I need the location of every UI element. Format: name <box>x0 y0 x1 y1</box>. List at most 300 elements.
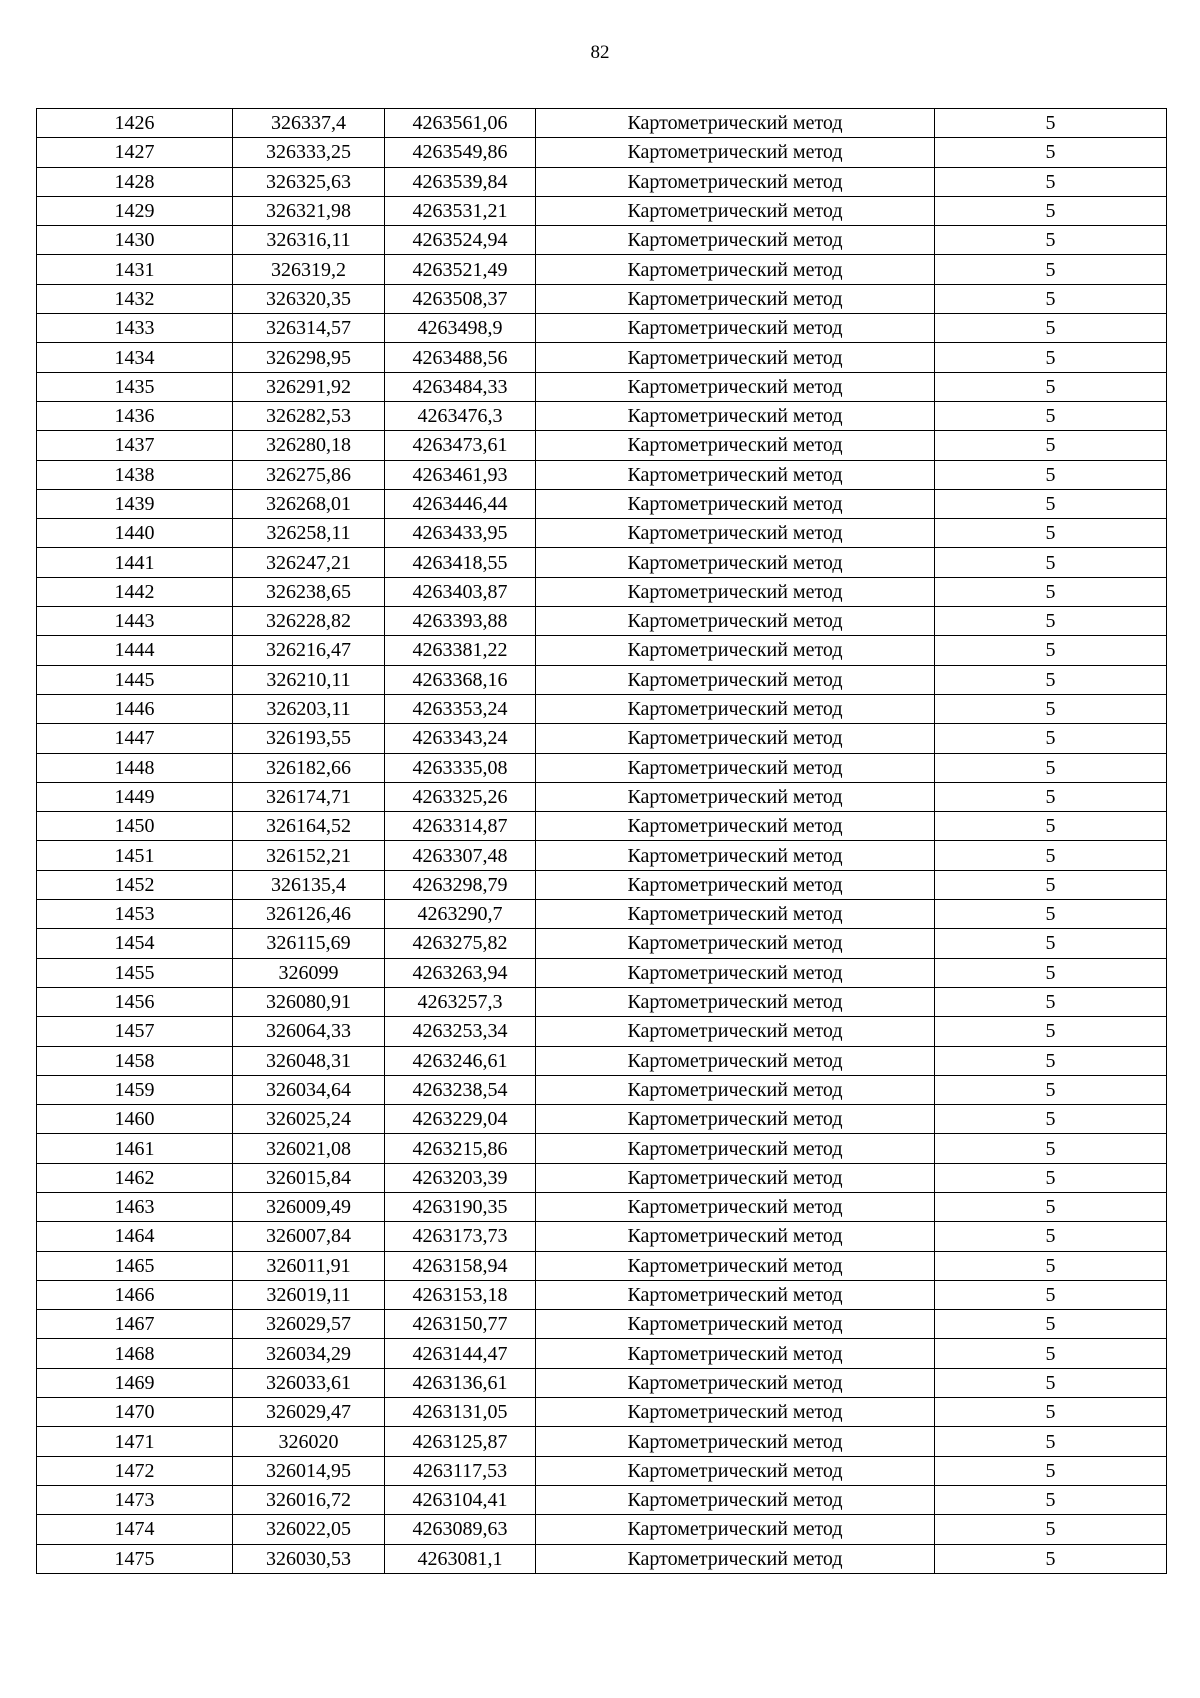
method-cell: Картометрический метод <box>536 343 935 372</box>
accuracy-cell: 5 <box>935 665 1167 694</box>
table-row <box>37 109 1167 138</box>
accuracy-cell: 5 <box>935 724 1167 753</box>
x-coordinate-cell: 326020 <box>233 1427 385 1456</box>
method-cell: Картометрический метод <box>536 1456 935 1485</box>
x-coordinate-cell: 326152,21 <box>233 841 385 870</box>
table-row <box>37 1075 1167 1104</box>
x-coordinate-cell: 326034,29 <box>233 1339 385 1368</box>
y-coordinate-cell: 4263368,16 <box>385 665 536 694</box>
point-number-cell: 1434 <box>37 343 233 372</box>
x-coordinate-cell: 326325,63 <box>233 167 385 196</box>
x-coordinate-cell: 326174,71 <box>233 782 385 811</box>
point-number-cell: 1462 <box>37 1163 233 1192</box>
x-coordinate-cell: 326033,61 <box>233 1368 385 1397</box>
method-cell: Картометрический метод <box>536 812 935 841</box>
point-number-cell: 1435 <box>37 372 233 401</box>
point-number-cell: 1454 <box>37 929 233 958</box>
method-cell: Картометрический метод <box>536 1251 935 1280</box>
x-coordinate-cell: 326216,47 <box>233 636 385 665</box>
y-coordinate-cell: 4263381,22 <box>385 636 536 665</box>
method-cell: Картометрический метод <box>536 753 935 782</box>
x-coordinate-cell: 326115,69 <box>233 929 385 958</box>
y-coordinate-cell: 4263173,73 <box>385 1222 536 1251</box>
method-cell: Картометрический метод <box>536 109 935 138</box>
accuracy-cell: 5 <box>935 577 1167 606</box>
y-coordinate-cell: 4263473,61 <box>385 431 536 460</box>
accuracy-cell: 5 <box>935 812 1167 841</box>
point-number-cell: 1432 <box>37 284 233 313</box>
point-number-cell: 1433 <box>37 314 233 343</box>
x-coordinate-cell: 326280,18 <box>233 431 385 460</box>
y-coordinate-cell: 4263353,24 <box>385 694 536 723</box>
table-row <box>37 196 1167 225</box>
point-number-cell: 1428 <box>37 167 233 196</box>
x-coordinate-cell: 326268,01 <box>233 489 385 518</box>
method-cell: Картометрический метод <box>536 1163 935 1192</box>
accuracy-cell: 5 <box>935 900 1167 929</box>
accuracy-cell: 5 <box>935 929 1167 958</box>
method-cell: Картометрический метод <box>536 314 935 343</box>
point-number-cell: 1436 <box>37 401 233 430</box>
accuracy-cell: 5 <box>935 1398 1167 1427</box>
y-coordinate-cell: 4263476,3 <box>385 401 536 430</box>
accuracy-cell: 5 <box>935 1427 1167 1456</box>
accuracy-cell: 5 <box>935 372 1167 401</box>
method-cell: Картометрический метод <box>536 1398 935 1427</box>
x-coordinate-cell: 326015,84 <box>233 1163 385 1192</box>
table-row <box>37 489 1167 518</box>
point-number-cell: 1465 <box>37 1251 233 1280</box>
y-coordinate-cell: 4263081,1 <box>385 1544 536 1573</box>
point-number-cell: 1430 <box>37 226 233 255</box>
x-coordinate-cell: 326164,52 <box>233 812 385 841</box>
table-row <box>37 1222 1167 1251</box>
accuracy-cell: 5 <box>935 1456 1167 1485</box>
y-coordinate-cell: 4263117,53 <box>385 1456 536 1485</box>
y-coordinate-cell: 4263524,94 <box>385 226 536 255</box>
accuracy-cell: 5 <box>935 489 1167 518</box>
x-coordinate-cell: 326022,05 <box>233 1515 385 1544</box>
table-row <box>37 1105 1167 1134</box>
table-row <box>37 460 1167 489</box>
table-row <box>37 167 1167 196</box>
table-row <box>37 1485 1167 1514</box>
point-number-cell: 1452 <box>37 870 233 899</box>
method-cell: Картометрический метод <box>536 782 935 811</box>
y-coordinate-cell: 4263531,21 <box>385 196 536 225</box>
y-coordinate-cell: 4263335,08 <box>385 753 536 782</box>
y-coordinate-cell: 4263215,86 <box>385 1134 536 1163</box>
point-number-cell: 1464 <box>37 1222 233 1251</box>
accuracy-cell: 5 <box>935 1192 1167 1221</box>
y-coordinate-cell: 4263314,87 <box>385 812 536 841</box>
method-cell: Картометрический метод <box>536 431 935 460</box>
accuracy-cell: 5 <box>935 841 1167 870</box>
point-number-cell: 1474 <box>37 1515 233 1544</box>
method-cell: Картометрический метод <box>536 1222 935 1251</box>
accuracy-cell: 5 <box>935 1544 1167 1573</box>
point-number-cell: 1455 <box>37 958 233 987</box>
y-coordinate-cell: 4263153,18 <box>385 1280 536 1309</box>
x-coordinate-cell: 326247,21 <box>233 548 385 577</box>
table-row <box>37 1310 1167 1339</box>
table-row <box>37 1339 1167 1368</box>
method-cell: Картометрический метод <box>536 1192 935 1221</box>
point-number-cell: 1457 <box>37 1017 233 1046</box>
point-number-cell: 1426 <box>37 109 233 138</box>
point-number-cell: 1460 <box>37 1105 233 1134</box>
x-coordinate-cell: 326291,92 <box>233 372 385 401</box>
table-row <box>37 1427 1167 1456</box>
accuracy-cell: 5 <box>935 460 1167 489</box>
point-number-cell: 1446 <box>37 694 233 723</box>
point-number-cell: 1453 <box>37 900 233 929</box>
point-number-cell: 1427 <box>37 138 233 167</box>
table-row <box>37 1046 1167 1075</box>
y-coordinate-cell: 4263089,63 <box>385 1515 536 1544</box>
method-cell: Картометрический метод <box>536 1485 935 1514</box>
x-coordinate-cell: 326029,57 <box>233 1310 385 1339</box>
method-cell: Картометрический метод <box>536 870 935 899</box>
method-cell: Картометрический метод <box>536 489 935 518</box>
table-row <box>37 372 1167 401</box>
point-number-cell: 1442 <box>37 577 233 606</box>
table-row <box>37 401 1167 430</box>
point-number-cell: 1440 <box>37 519 233 548</box>
table-row <box>37 958 1167 987</box>
method-cell: Картометрический метод <box>536 372 935 401</box>
point-number-cell: 1437 <box>37 431 233 460</box>
accuracy-cell: 5 <box>935 343 1167 372</box>
y-coordinate-cell: 4263298,79 <box>385 870 536 899</box>
y-coordinate-cell: 4263136,61 <box>385 1368 536 1397</box>
method-cell: Картометрический метод <box>536 694 935 723</box>
point-number-cell: 1461 <box>37 1134 233 1163</box>
point-number-cell: 1470 <box>37 1398 233 1427</box>
accuracy-cell: 5 <box>935 870 1167 899</box>
table-row <box>37 519 1167 548</box>
y-coordinate-cell: 4263393,88 <box>385 607 536 636</box>
y-coordinate-cell: 4263257,3 <box>385 987 536 1016</box>
point-number-cell: 1439 <box>37 489 233 518</box>
point-number-cell: 1459 <box>37 1075 233 1104</box>
table-row <box>37 284 1167 313</box>
x-coordinate-cell: 326182,66 <box>233 753 385 782</box>
table-row <box>37 1192 1167 1221</box>
x-coordinate-cell: 326316,11 <box>233 226 385 255</box>
x-coordinate-cell: 326009,49 <box>233 1192 385 1221</box>
method-cell: Картометрический метод <box>536 196 935 225</box>
x-coordinate-cell: 326029,47 <box>233 1398 385 1427</box>
method-cell: Картометрический метод <box>536 548 935 577</box>
table-row <box>37 577 1167 606</box>
x-coordinate-cell: 326298,95 <box>233 343 385 372</box>
point-number-cell: 1468 <box>37 1339 233 1368</box>
x-coordinate-cell: 326203,11 <box>233 694 385 723</box>
table-row <box>37 694 1167 723</box>
table-row <box>37 724 1167 753</box>
x-coordinate-cell: 326238,65 <box>233 577 385 606</box>
point-number-cell: 1429 <box>37 196 233 225</box>
y-coordinate-cell: 4263158,94 <box>385 1251 536 1280</box>
method-cell: Картометрический метод <box>536 1046 935 1075</box>
point-number-cell: 1448 <box>37 753 233 782</box>
method-cell: Картометрический метод <box>536 1427 935 1456</box>
table-row <box>37 870 1167 899</box>
point-number-cell: 1445 <box>37 665 233 694</box>
x-coordinate-cell: 326016,72 <box>233 1485 385 1514</box>
accuracy-cell: 5 <box>935 1017 1167 1046</box>
point-number-cell: 1471 <box>37 1427 233 1456</box>
y-coordinate-cell: 4263253,34 <box>385 1017 536 1046</box>
y-coordinate-cell: 4263307,48 <box>385 841 536 870</box>
y-coordinate-cell: 4263498,9 <box>385 314 536 343</box>
x-coordinate-cell: 326275,86 <box>233 460 385 489</box>
y-coordinate-cell: 4263461,93 <box>385 460 536 489</box>
coordinates-table <box>36 108 1167 1574</box>
x-coordinate-cell: 326126,46 <box>233 900 385 929</box>
x-coordinate-cell: 326314,57 <box>233 314 385 343</box>
accuracy-cell: 5 <box>935 1075 1167 1104</box>
accuracy-cell: 5 <box>935 548 1167 577</box>
point-number-cell: 1447 <box>37 724 233 753</box>
table-row <box>37 1515 1167 1544</box>
y-coordinate-cell: 4263539,84 <box>385 167 536 196</box>
x-coordinate-cell: 326320,35 <box>233 284 385 313</box>
table-row <box>37 665 1167 694</box>
y-coordinate-cell: 4263484,33 <box>385 372 536 401</box>
page-number: 82 <box>590 42 610 63</box>
y-coordinate-cell: 4263125,87 <box>385 1427 536 1456</box>
method-cell: Картометрический метод <box>536 665 935 694</box>
method-cell: Картометрический метод <box>536 519 935 548</box>
table-row <box>37 1134 1167 1163</box>
method-cell: Картометрический метод <box>536 460 935 489</box>
x-coordinate-cell: 326193,55 <box>233 724 385 753</box>
accuracy-cell: 5 <box>935 694 1167 723</box>
method-cell: Картометрический метод <box>536 900 935 929</box>
accuracy-cell: 5 <box>935 1134 1167 1163</box>
accuracy-cell: 5 <box>935 1515 1167 1544</box>
x-coordinate-cell: 326228,82 <box>233 607 385 636</box>
accuracy-cell: 5 <box>935 753 1167 782</box>
accuracy-cell: 5 <box>935 1046 1167 1075</box>
accuracy-cell: 5 <box>935 1222 1167 1251</box>
accuracy-cell: 5 <box>935 284 1167 313</box>
y-coordinate-cell: 4263203,39 <box>385 1163 536 1192</box>
method-cell: Картометрический метод <box>536 636 935 665</box>
point-number-cell: 1438 <box>37 460 233 489</box>
accuracy-cell: 5 <box>935 1310 1167 1339</box>
y-coordinate-cell: 4263104,41 <box>385 1485 536 1514</box>
accuracy-cell: 5 <box>935 958 1167 987</box>
accuracy-cell: 5 <box>935 431 1167 460</box>
accuracy-cell: 5 <box>935 636 1167 665</box>
point-number-cell: 1463 <box>37 1192 233 1221</box>
x-coordinate-cell: 326099 <box>233 958 385 987</box>
method-cell: Картометрический метод <box>536 226 935 255</box>
x-coordinate-cell: 326025,24 <box>233 1105 385 1134</box>
x-coordinate-cell: 326048,31 <box>233 1046 385 1075</box>
accuracy-cell: 5 <box>935 401 1167 430</box>
point-number-cell: 1467 <box>37 1310 233 1339</box>
y-coordinate-cell: 4263246,61 <box>385 1046 536 1075</box>
accuracy-cell: 5 <box>935 1368 1167 1397</box>
accuracy-cell: 5 <box>935 1251 1167 1280</box>
x-coordinate-cell: 326007,84 <box>233 1222 385 1251</box>
point-number-cell: 1443 <box>37 607 233 636</box>
table-row <box>37 1544 1167 1573</box>
point-number-cell: 1449 <box>37 782 233 811</box>
table-row <box>37 1368 1167 1397</box>
point-number-cell: 1444 <box>37 636 233 665</box>
method-cell: Картометрический метод <box>536 1310 935 1339</box>
table-row <box>37 1280 1167 1309</box>
y-coordinate-cell: 4263190,35 <box>385 1192 536 1221</box>
point-number-cell: 1473 <box>37 1485 233 1514</box>
accuracy-cell: 5 <box>935 1339 1167 1368</box>
y-coordinate-cell: 4263150,77 <box>385 1310 536 1339</box>
table-row <box>37 636 1167 665</box>
method-cell: Картометрический метод <box>536 958 935 987</box>
table-row <box>37 987 1167 1016</box>
method-cell: Картометрический метод <box>536 1515 935 1544</box>
y-coordinate-cell: 4263144,47 <box>385 1339 536 1368</box>
x-coordinate-cell: 326064,33 <box>233 1017 385 1046</box>
accuracy-cell: 5 <box>935 109 1167 138</box>
method-cell: Картометрический метод <box>536 1544 935 1573</box>
y-coordinate-cell: 4263263,94 <box>385 958 536 987</box>
x-coordinate-cell: 326319,2 <box>233 255 385 284</box>
table-row <box>37 929 1167 958</box>
x-coordinate-cell: 326080,91 <box>233 987 385 1016</box>
point-number-cell: 1451 <box>37 841 233 870</box>
table-row <box>37 431 1167 460</box>
accuracy-cell: 5 <box>935 1163 1167 1192</box>
y-coordinate-cell: 4263549,86 <box>385 138 536 167</box>
accuracy-cell: 5 <box>935 1105 1167 1134</box>
x-coordinate-cell: 326019,11 <box>233 1280 385 1309</box>
point-number-cell: 1450 <box>37 812 233 841</box>
method-cell: Картометрический метод <box>536 724 935 753</box>
y-coordinate-cell: 4263446,44 <box>385 489 536 518</box>
table-row <box>37 1163 1167 1192</box>
method-cell: Картометрический метод <box>536 1075 935 1104</box>
method-cell: Картометрический метод <box>536 1134 935 1163</box>
y-coordinate-cell: 4263290,7 <box>385 900 536 929</box>
point-number-cell: 1469 <box>37 1368 233 1397</box>
accuracy-cell: 5 <box>935 138 1167 167</box>
table-row <box>37 1456 1167 1485</box>
y-coordinate-cell: 4263561,06 <box>385 109 536 138</box>
y-coordinate-cell: 4263418,55 <box>385 548 536 577</box>
x-coordinate-cell: 326030,53 <box>233 1544 385 1573</box>
method-cell: Картометрический метод <box>536 1105 935 1134</box>
table-row <box>37 900 1167 929</box>
x-coordinate-cell: 326011,91 <box>233 1251 385 1280</box>
point-number-cell: 1475 <box>37 1544 233 1573</box>
method-cell: Картометрический метод <box>536 401 935 430</box>
table-row <box>37 314 1167 343</box>
method-cell: Картометрический метод <box>536 841 935 870</box>
method-cell: Картометрический метод <box>536 929 935 958</box>
x-coordinate-cell: 326258,11 <box>233 519 385 548</box>
x-coordinate-cell: 326014,95 <box>233 1456 385 1485</box>
y-coordinate-cell: 4263275,82 <box>385 929 536 958</box>
method-cell: Картометрический метод <box>536 255 935 284</box>
y-coordinate-cell: 4263433,95 <box>385 519 536 548</box>
x-coordinate-cell: 326021,08 <box>233 1134 385 1163</box>
y-coordinate-cell: 4263343,24 <box>385 724 536 753</box>
table-row <box>37 607 1167 636</box>
accuracy-cell: 5 <box>935 607 1167 636</box>
point-number-cell: 1472 <box>37 1456 233 1485</box>
table-row <box>37 138 1167 167</box>
point-number-cell: 1456 <box>37 987 233 1016</box>
table-row <box>37 753 1167 782</box>
table-row <box>37 841 1167 870</box>
y-coordinate-cell: 4263521,49 <box>385 255 536 284</box>
accuracy-cell: 5 <box>935 1280 1167 1309</box>
table-row <box>37 1251 1167 1280</box>
point-number-cell: 1431 <box>37 255 233 284</box>
table-row <box>37 1017 1167 1046</box>
y-coordinate-cell: 4263238,54 <box>385 1075 536 1104</box>
method-cell: Картометрический метод <box>536 987 935 1016</box>
x-coordinate-cell: 326333,25 <box>233 138 385 167</box>
point-number-cell: 1441 <box>37 548 233 577</box>
x-coordinate-cell: 326282,53 <box>233 401 385 430</box>
y-coordinate-cell: 4263508,37 <box>385 284 536 313</box>
accuracy-cell: 5 <box>935 314 1167 343</box>
table-row <box>37 343 1167 372</box>
table-row <box>37 812 1167 841</box>
y-coordinate-cell: 4263229,04 <box>385 1105 536 1134</box>
accuracy-cell: 5 <box>935 226 1167 255</box>
accuracy-cell: 5 <box>935 1485 1167 1514</box>
method-cell: Картометрический метод <box>536 577 935 606</box>
x-coordinate-cell: 326321,98 <box>233 196 385 225</box>
point-number-cell: 1458 <box>37 1046 233 1075</box>
accuracy-cell: 5 <box>935 782 1167 811</box>
table-row <box>37 226 1167 255</box>
x-coordinate-cell: 326210,11 <box>233 665 385 694</box>
y-coordinate-cell: 4263488,56 <box>385 343 536 372</box>
coordinates-table-body <box>37 109 1167 1574</box>
table-row <box>37 255 1167 284</box>
y-coordinate-cell: 4263131,05 <box>385 1398 536 1427</box>
y-coordinate-cell: 4263403,87 <box>385 577 536 606</box>
method-cell: Картометрический метод <box>536 138 935 167</box>
accuracy-cell: 5 <box>935 519 1167 548</box>
y-coordinate-cell: 4263325,26 <box>385 782 536 811</box>
point-number-cell: 1466 <box>37 1280 233 1309</box>
accuracy-cell: 5 <box>935 987 1167 1016</box>
method-cell: Картометрический метод <box>536 1017 935 1046</box>
x-coordinate-cell: 326337,4 <box>233 109 385 138</box>
method-cell: Картометрический метод <box>536 167 935 196</box>
accuracy-cell: 5 <box>935 167 1167 196</box>
method-cell: Картометрический метод <box>536 1339 935 1368</box>
accuracy-cell: 5 <box>935 255 1167 284</box>
table-row <box>37 782 1167 811</box>
x-coordinate-cell: 326135,4 <box>233 870 385 899</box>
table-row <box>37 548 1167 577</box>
method-cell: Картометрический метод <box>536 1280 935 1309</box>
table-row <box>37 1398 1167 1427</box>
x-coordinate-cell: 326034,64 <box>233 1075 385 1104</box>
method-cell: Картометрический метод <box>536 607 935 636</box>
